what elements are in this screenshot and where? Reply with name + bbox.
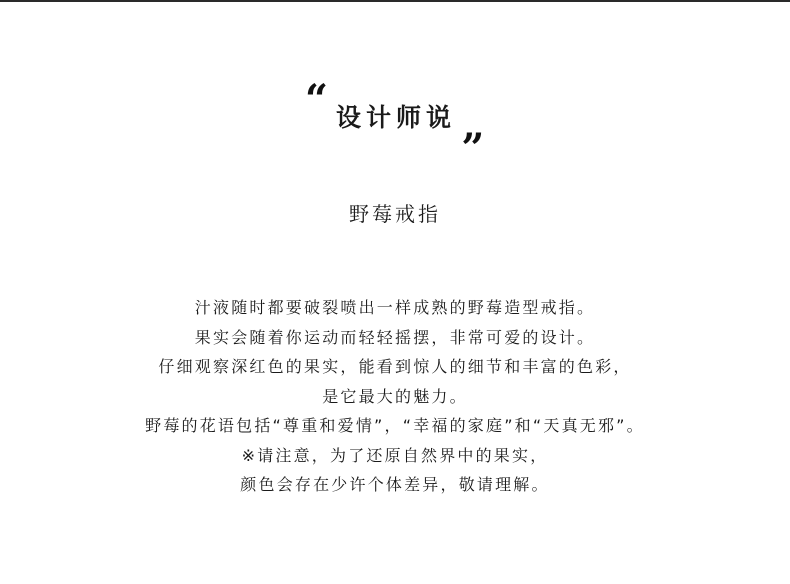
description-line: 汁液随时都要破裂喷出一样成熟的野莓造型戒指。 [194, 298, 596, 317]
close-quote-mark: „ [462, 102, 486, 149]
notice-line: 颜色会存在少许个体差异，敬请理解。 [240, 475, 550, 494]
open-quote-mark: “ [304, 76, 328, 123]
section-heading [0, 76, 790, 149]
description-line: 野莓的花语包括“尊重和爱情”，“幸福的家庭”和“天真无邪”。 [145, 416, 645, 435]
product-name: 野莓戒指 [349, 202, 441, 226]
description-line: 是它最大的魅力。 [322, 386, 468, 406]
description-line: 仔细观察深红色的果实，能看到惊人的细节和丰富的色彩， [158, 357, 632, 376]
notice-line: ※请注意，为了还原自然界中的果实， [241, 445, 549, 465]
heading-title: 设计师说 [335, 103, 456, 132]
description-line: 果实会随着你运动而轻轻摇摆，非常可爱的设计。 [194, 327, 596, 347]
top-divider [0, 0, 790, 2]
description-block [0, 293, 790, 500]
